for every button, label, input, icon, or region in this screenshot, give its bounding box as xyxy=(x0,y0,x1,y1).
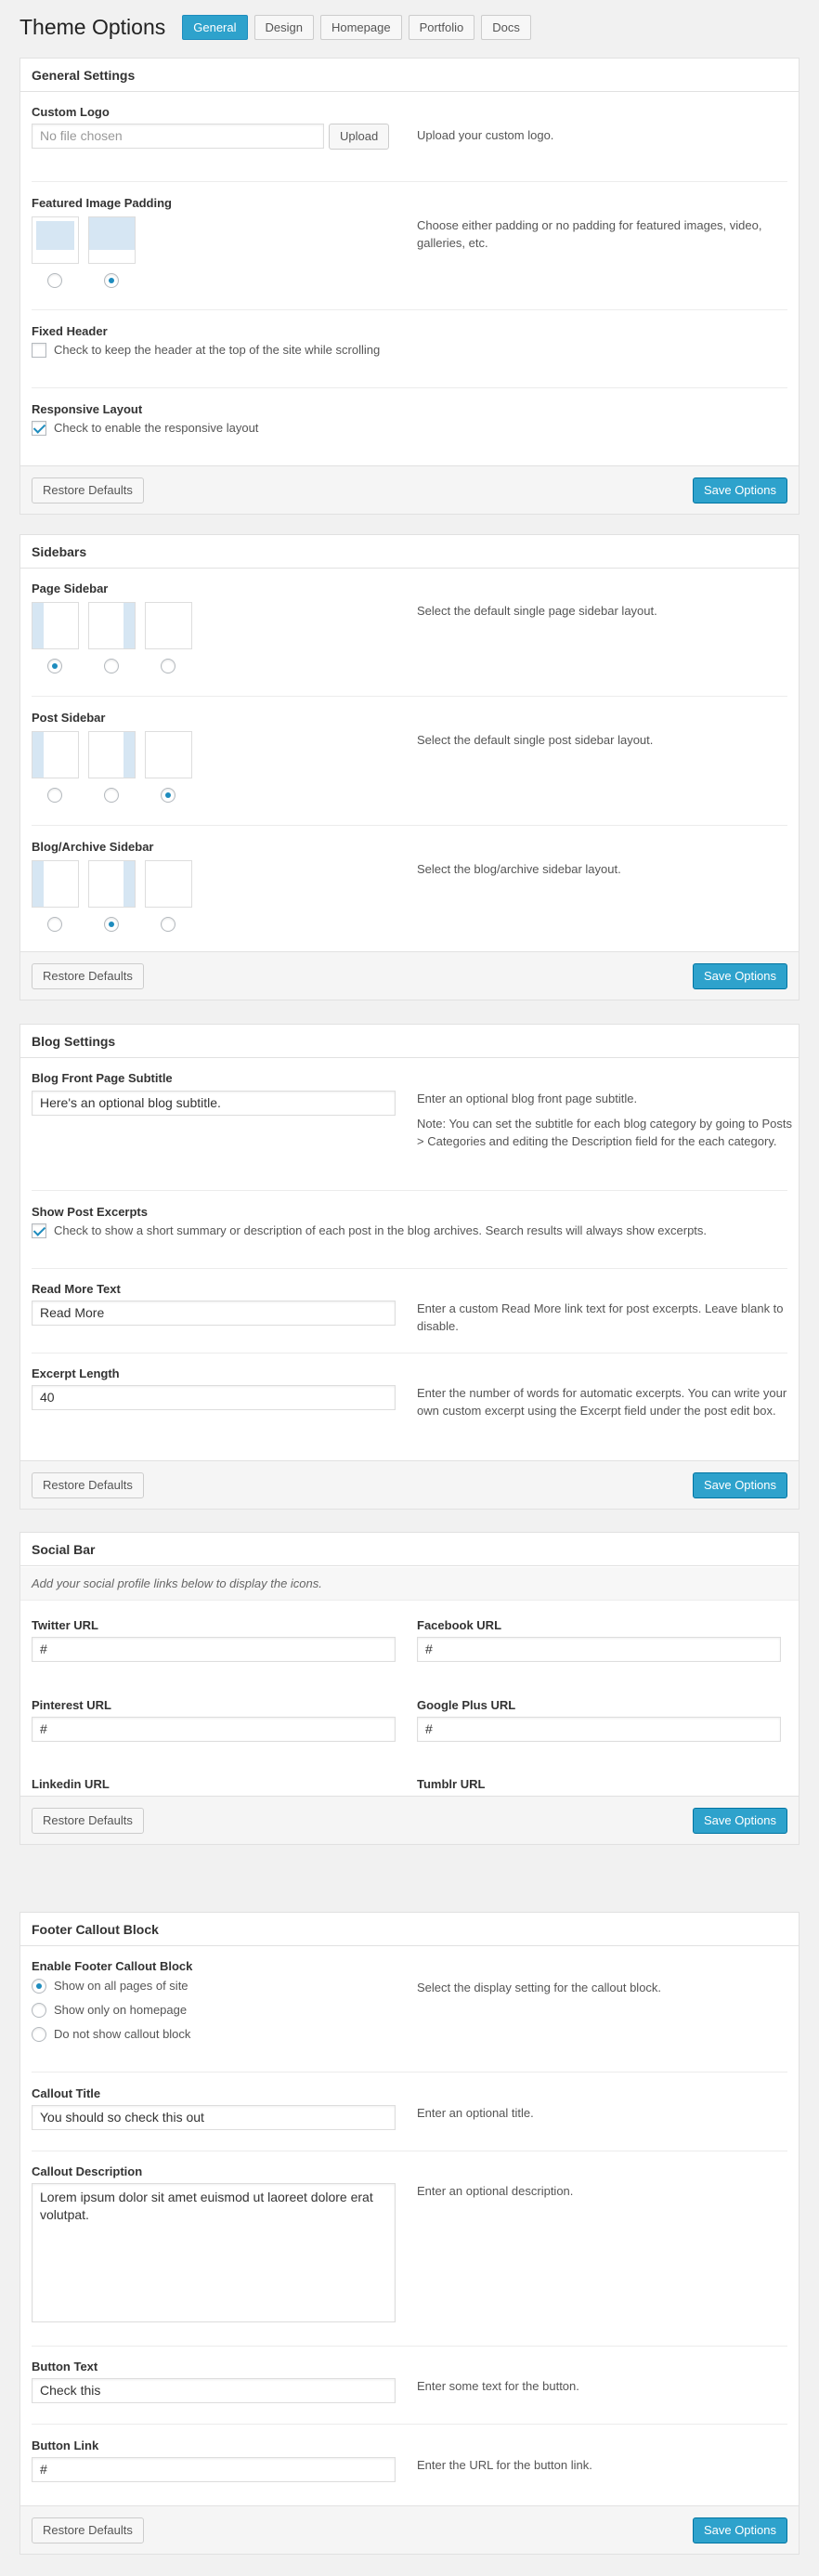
divider xyxy=(32,387,787,388)
fixed-header-checkbox[interactable] xyxy=(32,343,46,358)
facebook-url-input[interactable]: # xyxy=(417,1637,781,1662)
enable-callout-field xyxy=(32,1959,787,2047)
sidebars-panel xyxy=(20,534,800,1000)
tab-portfolio[interactable]: Portfolio xyxy=(409,15,475,40)
divider xyxy=(32,309,787,310)
no-sidebar-radio[interactable] xyxy=(161,917,176,932)
tab-docs[interactable]: Docs xyxy=(481,15,531,40)
panel-title: Social Bar xyxy=(20,1533,799,1566)
no-sidebar-radio[interactable] xyxy=(161,788,176,803)
button-text-field xyxy=(32,2360,787,2411)
field-label: Responsive Layout xyxy=(32,402,143,416)
radio-label: Show on all pages of site xyxy=(54,1979,188,1993)
field-description: Select the blog/archive sidebar layout. xyxy=(417,862,621,876)
show-homepage-radio[interactable] xyxy=(32,2003,46,2018)
save-options-button[interactable]: Save Options xyxy=(693,963,787,989)
radio-label: Do not show callout block xyxy=(54,2027,191,2041)
panel-title: Sidebars xyxy=(20,535,799,569)
page-title: Theme Options xyxy=(20,14,166,39)
left-sidebar-radio[interactable] xyxy=(47,917,62,932)
field-note: Note: You can set the subtitle for each blog category by going to Posts > Categories and editing the Description field for the each category. xyxy=(417,1117,792,1148)
field-description: Enter some text for the button. xyxy=(417,2379,579,2393)
no-sidebar-option[interactable] xyxy=(145,731,192,778)
image-padding-field xyxy=(32,196,787,289)
left-sidebar-radio[interactable] xyxy=(47,659,62,673)
left-sidebar-option[interactable] xyxy=(32,731,79,778)
callout-description-field xyxy=(32,2164,787,2327)
read-more-field xyxy=(32,1282,787,1338)
field-description: Enter an optional description. xyxy=(417,2184,574,2198)
field-description: Enter a custom Read More link text for post excerpts. Leave blank to disable. xyxy=(417,1301,784,1333)
pinterest-url-input[interactable]: # xyxy=(32,1717,396,1742)
page-header xyxy=(20,13,538,41)
logo-file-input[interactable]: No file chosen xyxy=(32,124,324,149)
no-sidebar-option[interactable] xyxy=(145,860,192,908)
google-plus-url-field xyxy=(417,1698,788,1745)
panel-title: Footer Callout Block xyxy=(20,1913,799,1946)
field-description: Enter the URL for the button link. xyxy=(417,2458,592,2472)
upload-button[interactable]: Upload xyxy=(329,124,389,150)
field-description: Choose either padding or no padding for featured images, video, galleries, etc. xyxy=(417,218,762,250)
divider xyxy=(32,1268,787,1269)
panel-title: Blog Settings xyxy=(20,1025,799,1058)
responsive-layout-field xyxy=(32,402,787,444)
panel-footer xyxy=(20,951,799,1000)
show-excerpts-field xyxy=(32,1205,787,1247)
field-label: Callout Description xyxy=(32,2164,143,2178)
field-description: Upload your custom logo. xyxy=(417,128,554,142)
field-label: Blog/Archive Sidebar xyxy=(32,840,154,854)
padding-radio[interactable] xyxy=(47,273,62,288)
divider xyxy=(32,2072,787,2073)
excerpt-length-field xyxy=(32,1366,787,1450)
social-bar-panel xyxy=(20,1532,800,1845)
general-settings-panel xyxy=(20,58,800,515)
checkbox-label: Check to keep the header at the top of the site while scrolling xyxy=(54,343,381,357)
page-sidebar-field xyxy=(32,582,787,674)
right-sidebar-option[interactable] xyxy=(88,860,136,908)
callout-title-field xyxy=(32,2086,787,2138)
field-label: Post Sidebar xyxy=(32,711,106,725)
field-label: Pinterest URL xyxy=(32,1698,111,1712)
read-more-input[interactable]: Read More xyxy=(32,1301,396,1326)
blog-settings-panel xyxy=(20,1024,800,1510)
right-sidebar-option[interactable] xyxy=(88,602,136,649)
pinterest-url-field xyxy=(32,1698,396,1745)
blog-subtitle-field xyxy=(32,1071,792,1173)
padding-option-image[interactable] xyxy=(32,216,79,264)
divider xyxy=(32,181,787,182)
save-options-button[interactable]: Save Options xyxy=(693,1808,787,1834)
save-options-button[interactable]: Save Options xyxy=(693,2517,787,2543)
button-text-input[interactable]: Check this xyxy=(32,2378,396,2403)
restore-defaults-button[interactable]: Restore Defaults xyxy=(32,477,144,503)
right-sidebar-radio[interactable] xyxy=(104,917,119,932)
save-options-button[interactable]: Save Options xyxy=(693,477,787,503)
show-excerpts-checkbox[interactable] xyxy=(32,1223,46,1238)
field-description: Enter the number of words for automatic excerpts. You can write your own custom excerpt using the Excerpt field under the post edit box. xyxy=(417,1386,787,1418)
left-sidebar-option[interactable] xyxy=(32,602,79,649)
checkbox-label: Check to enable the responsive layout xyxy=(54,421,259,435)
panel-footer xyxy=(20,465,799,514)
panel-footer xyxy=(20,1796,799,1844)
button-link-field xyxy=(32,2439,787,2490)
custom-logo-field xyxy=(32,105,787,161)
excerpt-length-input[interactable]: 40 xyxy=(32,1385,396,1410)
right-sidebar-radio[interactable] xyxy=(104,659,119,673)
panel-title: General Settings xyxy=(20,59,799,92)
field-label: Callout Title xyxy=(32,2086,101,2100)
right-sidebar-radio[interactable] xyxy=(104,788,119,803)
divider xyxy=(32,1190,787,1191)
field-label: Read More Text xyxy=(32,1282,121,1296)
tab-homepage[interactable]: Homepage xyxy=(320,15,402,40)
radio-label: Show only on homepage xyxy=(54,2003,188,2017)
field-label: Twitter URL xyxy=(32,1618,98,1632)
divider xyxy=(32,825,787,826)
divider xyxy=(32,696,787,697)
blog-subtitle-input[interactable]: Here's an optional blog subtitle. xyxy=(32,1091,396,1116)
responsive-checkbox[interactable] xyxy=(32,421,46,436)
archive-sidebar-field xyxy=(32,840,787,933)
post-sidebar-field xyxy=(32,711,787,804)
field-label: Page Sidebar xyxy=(32,582,109,595)
social-intro-bar xyxy=(20,1567,799,1601)
fixed-header-field xyxy=(32,324,787,366)
do-not-show-radio[interactable] xyxy=(32,2027,46,2042)
restore-defaults-button[interactable]: Restore Defaults xyxy=(32,963,144,989)
field-label: Linkedin URL xyxy=(32,1777,110,1791)
field-label: Custom Logo xyxy=(32,105,110,119)
restore-defaults-button[interactable]: Restore Defaults xyxy=(32,1808,144,1834)
field-description: Select the display setting for the callout block. xyxy=(417,1981,662,1994)
twitter-url-field xyxy=(32,1618,396,1665)
field-label: Tumblr URL xyxy=(417,1777,486,1791)
tab-general[interactable]: General xyxy=(182,15,247,40)
divider xyxy=(32,2346,787,2347)
callout-description-textarea[interactable]: Lorem ipsum dolor sit amet euismod ut laoreet dolore erat volutpat. xyxy=(32,2183,396,2322)
callout-title-input[interactable]: You should so check this out xyxy=(32,2105,396,2130)
restore-defaults-button[interactable]: Restore Defaults xyxy=(32,2517,144,2543)
field-label: Featured Image Padding xyxy=(32,196,172,210)
field-label: Enable Footer Callout Block xyxy=(32,1959,193,1973)
field-label: Google Plus URL xyxy=(417,1698,516,1712)
show-all-pages-radio[interactable] xyxy=(32,1979,46,1994)
twitter-url-input[interactable]: # xyxy=(32,1637,396,1662)
field-label: Fixed Header xyxy=(32,324,108,338)
field-label: Excerpt Length xyxy=(32,1366,120,1380)
tab-design[interactable]: Design xyxy=(254,15,314,40)
panel-footer xyxy=(20,2505,799,2554)
field-label: Button Link xyxy=(32,2439,99,2452)
facebook-url-field xyxy=(417,1618,788,1665)
right-sidebar-option[interactable] xyxy=(88,731,136,778)
no-sidebar-radio[interactable] xyxy=(161,659,176,673)
field-description: Enter an optional blog front page subtitle. xyxy=(417,1092,638,1105)
google-plus-url-input[interactable]: # xyxy=(417,1717,781,1742)
button-link-input[interactable]: # xyxy=(32,2457,396,2482)
field-description: Select the default single page sidebar layout. xyxy=(417,604,657,618)
no-sidebar-option[interactable] xyxy=(145,602,192,649)
left-sidebar-radio[interactable] xyxy=(47,788,62,803)
checkbox-label: Check to show a short summary or description of each post in the blog archives. Search results will always show excerpts. xyxy=(54,1223,708,1237)
save-options-button[interactable]: Save Options xyxy=(693,1472,787,1498)
restore-defaults-button[interactable]: Restore Defaults xyxy=(32,1472,144,1498)
social-intro-text: Add your social profile links below to display the icons. xyxy=(32,1576,322,1590)
field-description: Select the default single post sidebar layout. xyxy=(417,733,654,747)
divider xyxy=(32,2424,787,2425)
no-padding-option-image[interactable] xyxy=(88,216,136,264)
no-padding-radio[interactable] xyxy=(104,273,119,288)
field-label: Button Text xyxy=(32,2360,98,2373)
field-label: Blog Front Page Subtitle xyxy=(32,1071,173,1085)
field-label: Show Post Excerpts xyxy=(32,1205,148,1219)
panel-footer xyxy=(20,1460,799,1509)
left-sidebar-option[interactable] xyxy=(32,860,79,908)
field-label: Facebook URL xyxy=(417,1618,502,1632)
field-description: Enter an optional title. xyxy=(417,2106,534,2120)
footer-callout-panel xyxy=(20,1912,800,2555)
